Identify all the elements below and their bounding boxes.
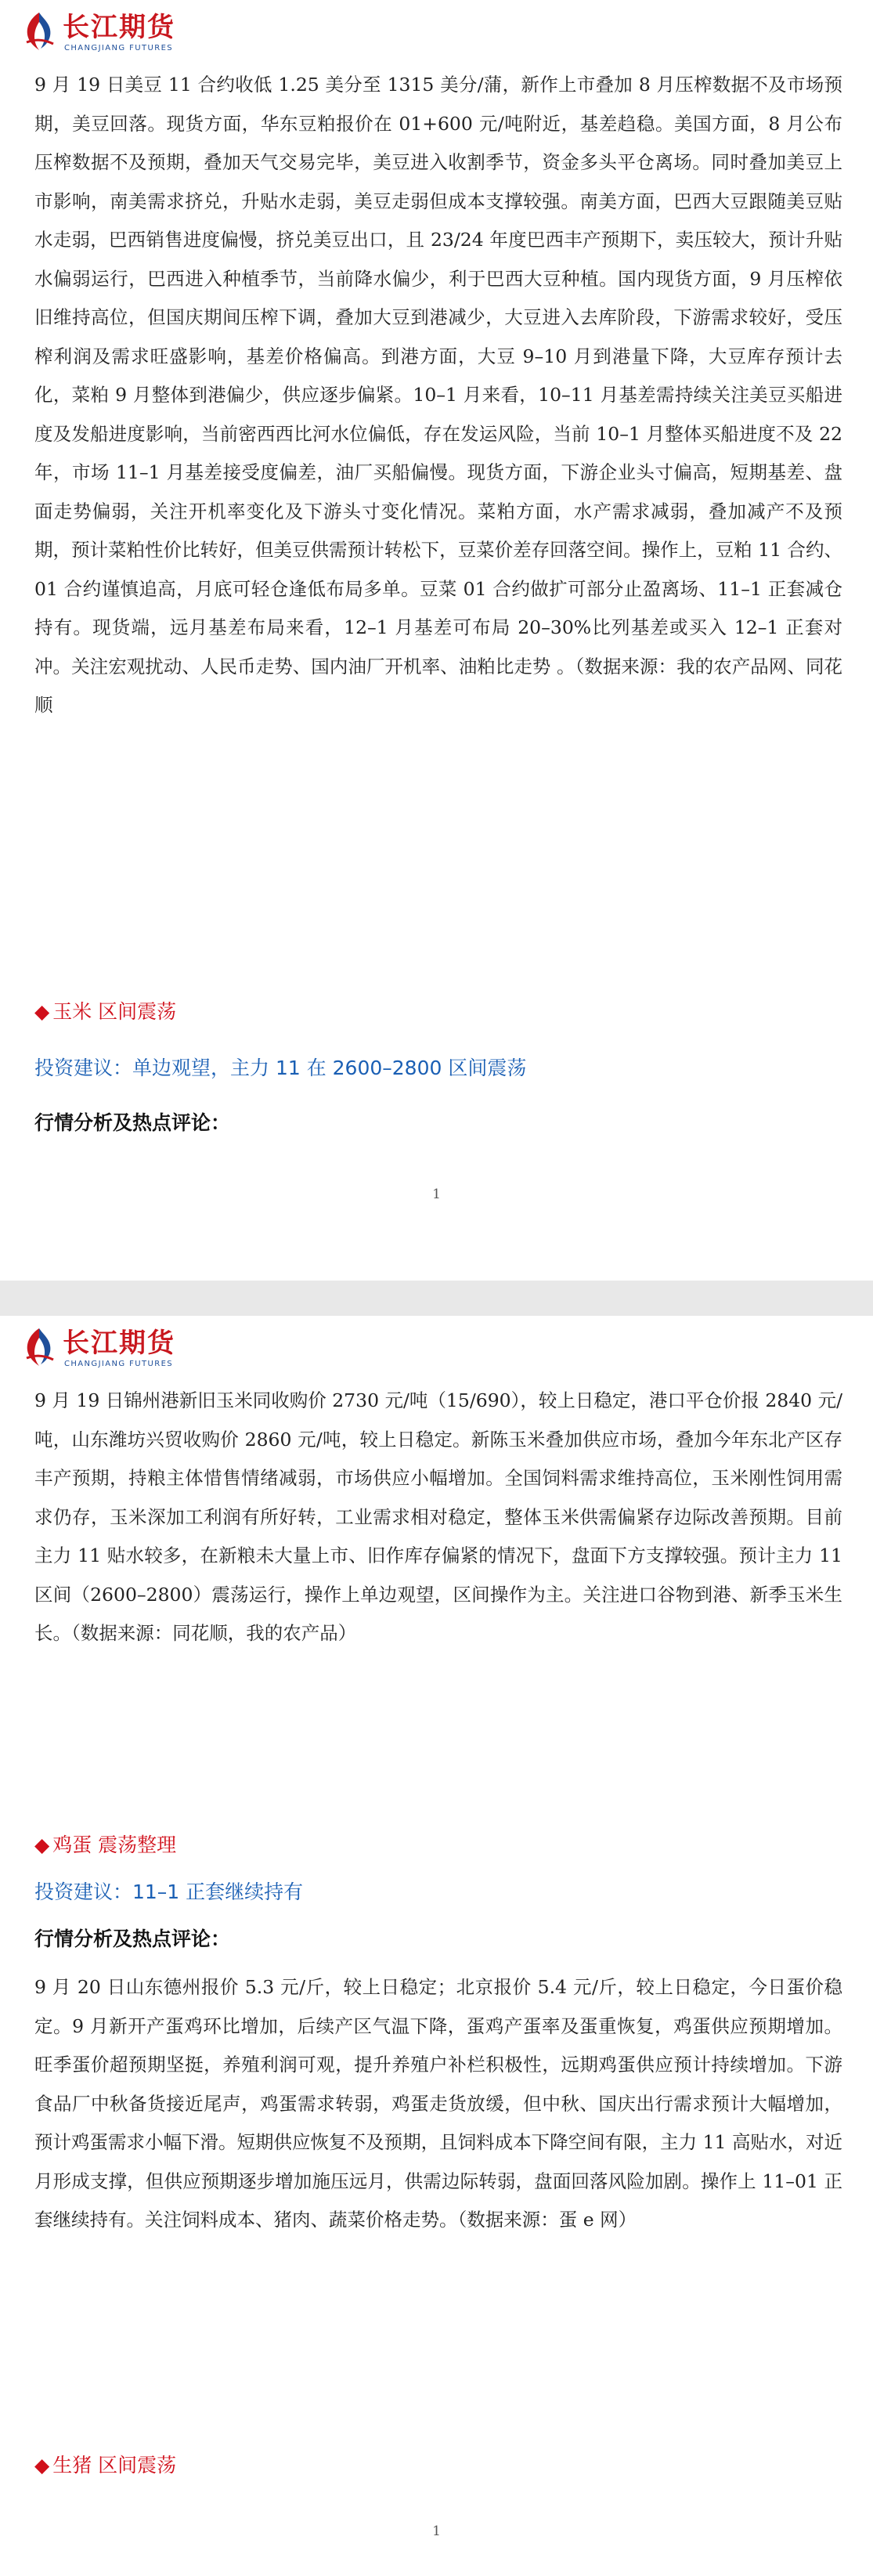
egg-analysis-block [34,1968,842,2240]
changjiang-logo-icon [22,1327,56,1367]
soybean-meal-analysis-paragraph: 9 月 19 日美豆 11 合约收低 1.25 美分至 1315 美分/蒲，新作上市叠加 8 月压榨数据不及市场预期，美豆回落。现货方面，华东豆粕报价在 01+600 元/吨附近，基差趋稳。美国方面，8 月公布压榨数据不及预期，叠加天气交易完毕，美豆进入收割季节，资金多头平仓离场。同时叠加美豆上市影响，南美需求挤兑，升贴水走弱，美豆走弱但成本支撑较强。南美方面，巴西大豆跟随美豆贴水走弱，巴西销售进度偏慢，挤兑美豆出口，且 23/24 年度巴西丰产预期下，卖压较大，预计升贴水偏弱运行，巴西进入种植季节，当前降水偏少，利于巴西大豆种植。国内现货方面，9 月压榨依旧维持高位，但国庆期间压榨下调，叠加大豆到港减少，大豆进入去库阶段，下游需求较好，受压榨利润及需求旺盛影响，基差价格偏高。到港方面，大豆 9–10 月到港量下降，大豆库存预计去化，菜粕 9 月整体到港偏少，供应逐步偏紧。10–1 月来看，10–11 月基差需持续关注美豆买船进度及发船进度影响，当前密西西比河水位偏低，存在发运风险，当前 10–1 月整体买船进度不及 22 年，市场 11–1 月基差接受度偏差，油厂买船偏慢。现货方面，下游企业头寸偏高，短期基差、盘面走势偏弱，关注开机率变化及下游头寸变化情况。菜粕方面，水产需求减弱，叠加减产不及预期，预计菜粕性价比转好，但美豆供需预计转松下，豆菜价差存回落空间。操作上，豆粕 11 合约、01 合约谨慎追高，月底可轻仓逢低布局多单。豆菜 01 合约做扩可部分止盈离场、11–1 正套减仓持有。现货端，远月基差布局来看，12–1 月基差可布局 20–30%比列基差或买入 12–1 正套对冲。关注宏观扰动、人民币走势、国内油厂开机率、油粕比走势 。（数据来源：我的农产品网、同花顺 [34,74,842,716]
egg-section-heading [34,1830,842,1861]
corn-section [34,996,842,1028]
diamond-bullet-icon: ◆ [34,1000,50,1023]
egg-section-title: 鸡蛋 震荡整理 [52,1834,177,1856]
diamond-bullet-icon: ◆ [34,2454,50,2477]
market-analysis-heading: 行情分析及热点评论： [34,1927,231,1950]
hog-section-heading [34,2450,842,2481]
corn-investment-advice: 投资建议：单边观望，主力 11 在 2600–2800 区间震荡 [34,1057,527,1079]
page-separator [0,1281,873,1316]
egg-section [34,1830,842,1861]
changjiang-logo-icon [22,11,56,52]
corn-section-title: 玉米 区间震荡 [52,1000,177,1023]
corn-section-heading [34,996,842,1028]
logo-english-name: CHANGJIANG FUTURES [64,1360,174,1368]
egg-advice-block [34,1877,842,1908]
page-number: 1 [432,2524,441,2539]
company-logo [22,11,202,56]
corn-advice-block [34,1053,842,1084]
page-1-content [34,66,842,725]
hog-section [34,2450,842,2481]
egg-analysis-paragraph: 9 月 20 日山东德州报价 5.3 元/斤，较上日稳定；北京报价 5.4 元/斤，较上日稳定，今日蛋价稳定。9 月新开产蛋鸡环比增加，后续产区气温下降，蛋鸡产蛋率及蛋重恢复，鸡蛋供应预期增加。旺季蛋价超预期坚挺，养殖利润可观，提升养殖户补栏积极性，远期鸡蛋供应预计持续增加。下游食品厂中秋备货接近尾声，鸡蛋需求转弱，鸡蛋走货放缓，但中秋、国庆出行需求预计大幅增加，预计鸡蛋需求小幅下滑。短期供应恢复不及预期，且饲料成本下降空间有限，主力 11 高贴水，对近月形成支撑，但供应预期逐步增加施压远月，供需边际转弱，盘面回落风险加剧。操作上 11–01 正套继续持有。关注饲料成本、猪肉、蔬菜价格走势。（数据来源：蛋 e 网） [34,1976,842,2231]
corn-analysis-paragraph: 9 月 19 日锦州港新旧玉米同收购价 2730 元/吨（15/690），较上日稳定，港口平仓价报 2840 元/吨，山东潍坊兴贸收购价 2860 元/吨，较上日稳定。新陈玉米叠加供应市场，叠加今年东北产区存丰产预期，持粮主体惜售情绪减弱，市场供应小幅增加。全国饲料需求维持高位，玉米刚性饲用需求仍存，玉米深加工利润有所好转，工业需求相对稳定，整体玉米供需偏紧存边际改善预期。目前主力 11 贴水较多，在新粮未大量上市、旧作库存偏紧的情况下，盘面下方支撑较强。预计主力 11 区间（2600–2800）震荡运行，操作上单边观望，区间操作为主。关注进口谷物到港、新季玉米生长。（数据来源：同花顺，我的农产品） [34,1389,843,1644]
page-number: 1 [432,1187,441,1202]
corn-analysis-block [34,1107,842,1139]
company-logo [22,1327,202,1372]
document-page-1 [0,0,873,1281]
logo-chinese-name: 长江期货 [63,12,175,43]
hog-section-title: 生猪 区间震荡 [52,2454,177,2477]
page-2-corn-content [34,1382,842,1653]
egg-analysis-heading-block [34,1924,842,1955]
logo-chinese-name: 长江期货 [63,1328,175,1359]
document-page-2 [0,1316,873,2576]
logo-english-name: CHANGJIANG FUTURES [64,44,174,52]
market-analysis-heading: 行情分析及热点评论： [34,1111,231,1134]
egg-investment-advice: 投资建议：11–1 正套继续持有 [34,1881,304,1903]
diamond-bullet-icon: ◆ [34,1834,50,1856]
